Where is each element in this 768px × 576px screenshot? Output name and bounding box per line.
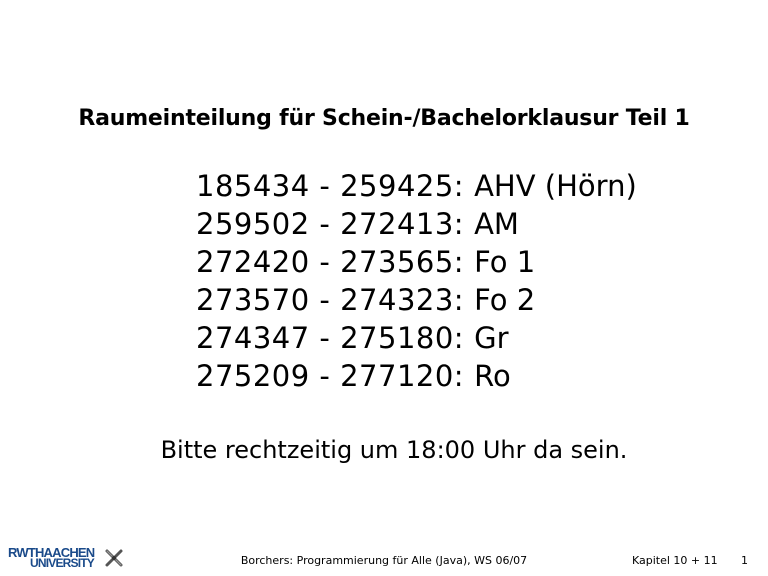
room-name: Ro (474, 359, 511, 393)
room-assignment-list (196, 167, 637, 395)
matriculation-range: 273570 - 274323: (196, 283, 465, 317)
list-item (196, 319, 637, 357)
room-name: AM (474, 207, 519, 241)
matriculation-range: 272420 - 273565: (196, 245, 465, 279)
slide-title: Raumeinteilung für Schein-/Bachelorklausur Teil 1 (78, 106, 690, 131)
list-item (196, 281, 637, 319)
arrival-note: Bitte rechtzeitig um 18:00 Uhr da sein. (160, 436, 628, 464)
course-info: Borchers: Programmierung für Alle (Java), WS 06/07 (240, 554, 528, 567)
room-name: Gr (474, 321, 509, 355)
logo-line1: RWTHAACHEN (8, 545, 95, 560)
matriculation-range: 259502 - 272413: (196, 207, 465, 241)
list-item (196, 357, 637, 395)
list-item (196, 205, 637, 243)
room-name: Fo 2 (474, 283, 536, 317)
list-item (196, 167, 637, 205)
chapter-label: Kapitel 10 + 11 (632, 554, 718, 567)
slide-footer (0, 544, 768, 576)
page-number: 1 (741, 554, 748, 567)
room-name: AHV (Hörn) (474, 169, 637, 203)
matriculation-range: 185434 - 259425: (196, 169, 465, 203)
logo-line2: UNIVERSITY (30, 556, 95, 570)
list-item (196, 243, 637, 281)
room-name: Fo 1 (474, 245, 536, 279)
matriculation-range: 275209 - 277120: (196, 359, 465, 393)
matriculation-range: 274347 - 275180: (196, 321, 465, 355)
